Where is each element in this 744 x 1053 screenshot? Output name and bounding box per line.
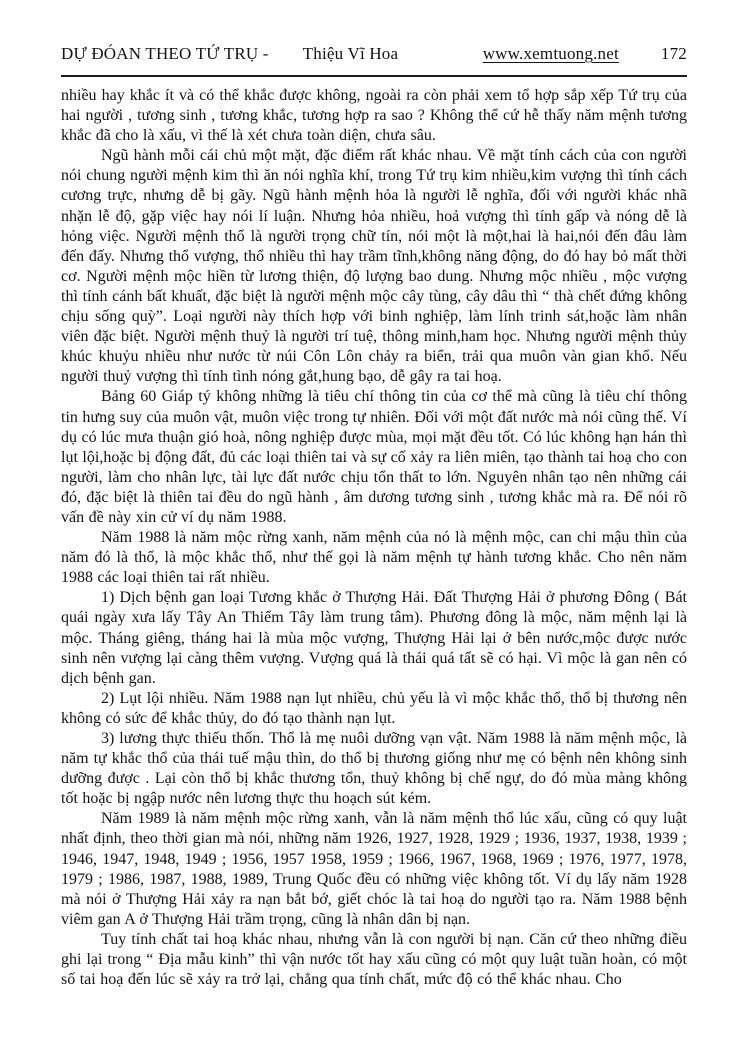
paragraph: Năm 1989 là năm mệnh mộc rừng xanh, vẫn là năm mệnh thổ lúc xấu, cũng có quy luật nhất định, theo thời gian mà nói, những năm 1926, 1927, 1928, 1929 ; 1936, 1937, 1938, 1939 ; 1946, 1947, 1948, 1949 ; 1956, 1957 1958, 1959 ; 1966, 1967, 1968, 1969 ; 1976, 1977, 1978, 1979 ; 1986, 1987, 1988, 1989, Trung Quốc đều có những việc không tốt. Ví dụ lấy năm 1928 mà nói ở Thượng Hải xảy ra nạn bắt bớ, giết chóc là tai hoạ do người tạo ra. Năm 1988 bệnh viêm gan A ở Thượng Hải trầm trọng, cũng là nhân dân bị nạn. [61,810,687,928]
website-link[interactable]: www.xemtuong.net [482,44,619,63]
paragraph: 3) lương thực thiếu thốn. Thổ là mẹ nuôi dưỡng vạn vật. Năm 1988 là năm mệnh mộc, là năm tự khắc thổ của thái tuế mậu thìn, do thổ bị thương giống như mẹ có bệnh nên không sinh dưỡng được . Lại còn thổ bị khắc thương tổn, thuỷ không bị chế ngự, do đó mùa màng không tốt hoặc bị ngập nước nên lương thực thu hoạch sút kém. [61,730,687,808]
paragraph: 1) Dịch bệnh gan loại Tương khắc ở Thượng Hải. Đất Thượng Hải ở phương Đông ( Bát quái ngày xưa lấy Tây An Thiểm Tây làm trung tâm). Phương đông là mộc, năm mệnh lại là mộc. Tháng giêng, tháng hai là mùa mộc vượng, Thượng Hải lại ở bên nước,mộc được nước sinh nên vượng lại càng thêm vượng. Vượng quá là thái quá tất sẽ có hại. Vì mộc là gan nên có dịch bệnh gan. [61,589,687,687]
paragraph: Bảng 60 Giáp tý không những là tiêu chí thông tin của cơ thể mà cũng là tiêu chí thông tin hưng suy của muôn vật, muôn việc trong tự nhiên. Đối với một đất nước mà nói cũng thế. Ví dụ có lúc mưa thuận gió hoà, nông nghiệp được mùa, mọi mặt đều tốt. Có lúc không hạn hán thì lụt lội,hoặc bị động đất, đủ các loại thiên tai và sự cố xảy ra liên miên, tạo thành tai hoạ cho con người, làm cho nhân lực, tài lực đất nước chịu tổn thất to lớn. Nguyên nhân tạo nên những cái đó, đặc biệt là thiên tai đều do ngũ hành , âm dương tương sinh , tương khắc mà ra. Để nói rõ vấn đề này xin cử ví dụ năm 1988. [61,388,687,526]
paragraph: Ngũ hành mỗi cái chủ một mặt, đặc điểm rất khác nhau. Về mặt tính cách của con người nói chung người mệnh kim thì ăn nói nghĩa khí, trong Tứ trụ kim nhiều,kim vượng thì tính cách cương trực, nhưng dễ bị gãy. Ngũ hành mệnh hỏa là người lễ nghĩa, đối với người khác nhã nhặn lễ độ, gặp việc hay nói lí luận. Nhưng hỏa nhiều, hoả vượng thì tính gấp và nóng dễ là hỏng việc. Người mệnh thổ là người trọng chữ tín, nói một là một,hai là hai,nói đến đâu làm đến đấy. Nhưng thổ vượng, thổ nhiều thì hay trầm tĩnh,không năng động, do đó hay bỏ mất thời cơ. Người mệnh mộc hiền từ lương thiện, độ lượng bao dung. Nhưng mộc nhiều , mộc vượng thì tính cánh bất khuất, đặc biệt là người mệnh mộc cây tùng, cây dâu thì “ thà chết đứng không chịu sống quỳ”. Loại người này thích hợp với binh nghiệp, làm lính trinh sát,hoặc làm nhân viên đặc biệt. Người mệnh thuỷ là người trí tuệ, thông minh,ham học. Nhưng người mệnh thủy khúc khuỷu nhiều như nước từ núi Côn Lôn chảy ra biển, trải qua muôn vàn gian khổ. Nếu người thuỷ vượng thì tính tình nóng gắt,hung bạo, dễ gây ra tai hoạ. [61,147,687,386]
document-body [61,86,687,990]
paragraph: 2) Lụt lội nhiều. Năm 1988 nạn lụt nhiều, chủ yếu là vì mộc khắc thổ, thổ bị thương nên không có sức để khắc thủy, do đó tạo thành nạn lụt. [61,689,687,727]
page-header [61,44,687,64]
book-title: DỰ ĐÓAN THEO TỨ TRỤ - [61,44,269,63]
paragraph: Năm 1988 là năm mộc rừng xanh, năm mệnh của nó là mệnh mộc, can chi mậu thìn của năm đó là thổ, là mộc khắc thổ, như thế gọi là năm mệnh tự hành tương khắc. Cho nên năm 1988 các loại thiên tai rất nhiều. [61,529,687,587]
header-divider [61,75,687,77]
page-number: 172 [660,44,687,63]
paragraph: nhiều hay khắc ít và có thể khắc được không, ngoài ra còn phải xem tổ hợp sắp xếp Tứ trụ của hai người , tương sinh , tương khắc, tương hợp ra sao ? Không thể cứ hễ thấy năm mệnh tương khắc đã cho là xấu, vì thế là xét chưa toàn diện, chưa sâu. [61,87,687,145]
author-name: Thiệu Vĩ Hoa [302,44,399,63]
paragraph: Tuy tính chất tai hoạ khác nhau, nhưng vẫn là con người bị nạn. Căn cứ theo những điều ghi lại trong “ Địa mẫu kinh” thì vận nước tốt hay xấu cũng có một quy luật tuần hoàn, có một số tai hoạ đến lúc sẽ xảy ra trở lại, chẳng qua tính chất, mức độ có thể khác nhau. Cho [61,930,687,989]
